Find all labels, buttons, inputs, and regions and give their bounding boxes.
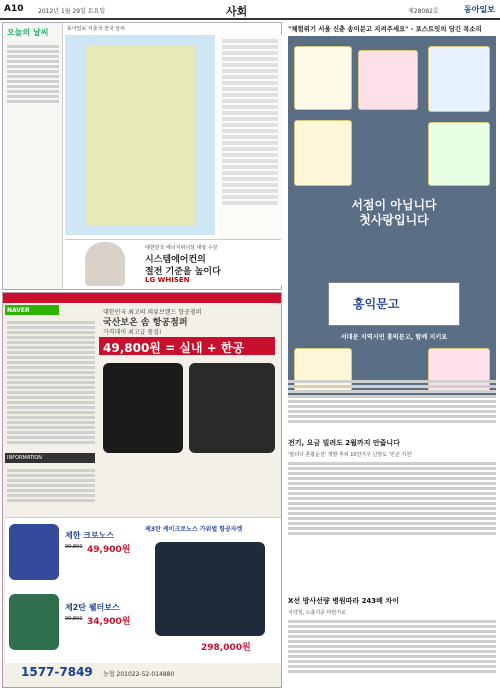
weather-text: [7, 43, 59, 105]
product2-name: 제2탄 웰터보스: [65, 603, 120, 612]
article2-body: [288, 462, 496, 535]
article3-subtitle: 식약청, 노출기준 마련키로: [288, 610, 346, 616]
article3-body: [288, 620, 496, 673]
ad-promo: 대한민국 최고의 의류브랜드 항공점퍼: [103, 309, 202, 316]
order-phone: 1577-7849: [21, 665, 93, 679]
ad-text-left: [7, 319, 95, 446]
feature-caption: [332, 198, 456, 228]
aircon-ad: [65, 239, 281, 287]
feature-headline: "체험위기 서울 신춘 송이문고 지켜주세요" - 포스트잇의 담긴 목소리: [288, 25, 482, 33]
article-xray: [288, 596, 496, 675]
ad-subline: 가격대비 최고급 품질!: [103, 329, 162, 336]
weather-section: [2, 22, 282, 290]
model-photo: [85, 242, 125, 286]
article-electric: [288, 438, 496, 537]
product3-image: [155, 542, 265, 636]
info-label: INFORMATION: [5, 453, 95, 463]
product1-old-price: 99,800: [65, 544, 83, 550]
ad-price: 49,800원 = 실내 + 한공: [99, 337, 275, 355]
caption-line-1: 서점이 아닙니다: [351, 198, 437, 212]
product2-price: 34,900원: [87, 617, 131, 627]
weather-column: [3, 23, 63, 289]
map-title: 동아일보 서울국 전국 날씨: [67, 26, 125, 32]
article3-title: X선 방사선량 병원따라 243배 차이: [288, 597, 399, 605]
product2-image: [9, 594, 59, 650]
ad-top-band: [3, 293, 281, 303]
caption-line-2: 첫사랑입니다: [359, 213, 429, 227]
ad-headline: 국산보온 솜 항공점퍼: [103, 318, 188, 328]
weather-logo: 오늘의 날씨: [7, 28, 49, 37]
ad-award-text: 대한민국 에너지위너상 대상 수상: [145, 245, 218, 251]
section-title: 사회: [226, 5, 248, 18]
feature-subcaption: 서대문 지역시민 홍익문고, 함께 지키요: [340, 334, 448, 341]
newspaper-logo: 동아일보: [464, 5, 495, 14]
product2-old-price: 99,800: [65, 616, 83, 622]
product1-name: 제한 크로노스: [65, 531, 115, 540]
issue-date: 2012년 1월 29일 토요일: [38, 8, 106, 15]
info-text: [7, 467, 95, 504]
naver-logo: NAVER: [5, 305, 59, 315]
jacket-image-2: [189, 363, 275, 453]
postit-note-3: [428, 46, 490, 112]
product1-price: 49,900원: [87, 545, 131, 555]
product-panel: [5, 517, 281, 663]
weather-map: [65, 35, 215, 235]
jacket-ad: [2, 292, 282, 688]
ad-headline-2: 절전 기준을 높이다: [145, 267, 221, 277]
bank-account: 농협 201022-52-014880: [103, 671, 175, 678]
jacket-image-1: [103, 363, 183, 453]
postit-note-1: [294, 46, 352, 110]
feature-body-text: [288, 378, 496, 425]
postit-note-2: [358, 50, 418, 110]
ad-brand-logo: LG WHISEN: [145, 276, 190, 284]
page-header: [0, 0, 500, 20]
product1-image: [9, 524, 59, 580]
store-sign: [328, 282, 460, 326]
product3-price: 298,000원: [201, 643, 251, 653]
postit-note-4: [294, 120, 352, 186]
postit-note-5: [428, 122, 490, 186]
page-number: A10: [4, 4, 24, 14]
product3-name: 제3탄 케이크로노스 가위벌 항공자켓: [145, 526, 243, 533]
article2-subtitle: '필더너 혼합운전' 개발 추위 10만가구 난방도 '빈곤 지원': [288, 452, 413, 458]
ad-headline-1: 시스템에어컨의: [145, 255, 206, 265]
article2-title: 전기, 요금 빌려도 2월까지 안줍니다: [288, 439, 400, 447]
korea-map-shape: [85, 45, 195, 225]
issue-number: 제28082호: [408, 8, 439, 15]
store-sign-text: 홍익문고: [353, 297, 400, 311]
feature-photo: [288, 36, 496, 396]
